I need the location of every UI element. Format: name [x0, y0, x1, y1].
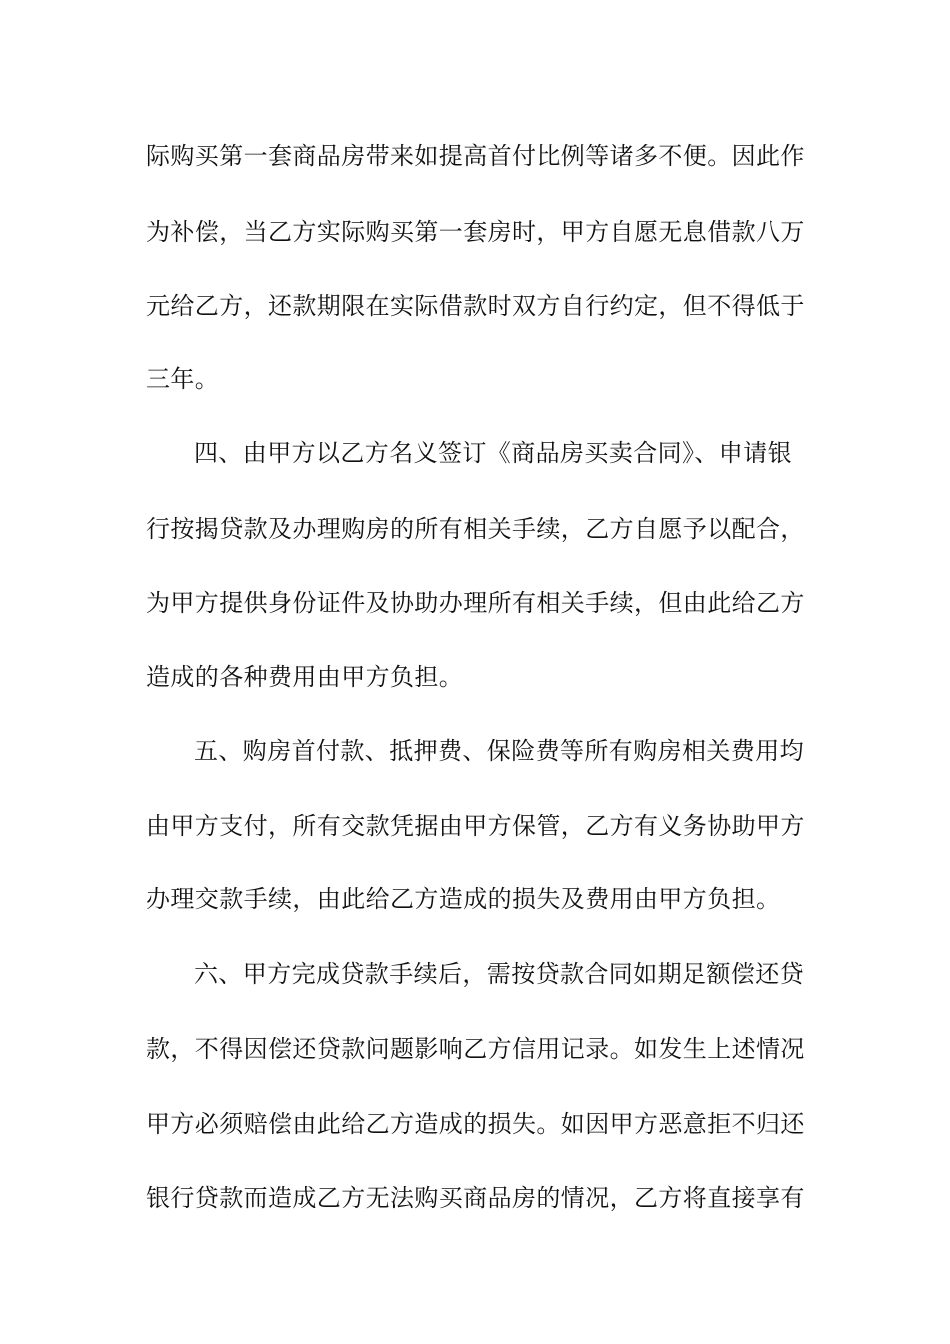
clause-6-line-1: 六、甲方完成贷款手续后，需按贷款合同如期足额偿还贷	[194, 960, 804, 988]
clause-6-line-2: 款，不得因偿还贷款问题影响乙方信用记录。如发生上述情况	[146, 1035, 805, 1063]
paragraph-3-line-1: 际购买第一套商品房带来如提高首付比例等诸多不便。因此作	[146, 142, 805, 170]
clause-6-line-3: 甲方必须赔偿由此给乙方造成的损失。如因甲方恶意拒不归还	[146, 1110, 805, 1138]
clause-6-line-4: 银行贷款而造成乙方无法购买商品房的情况，乙方将直接享有	[146, 1184, 805, 1212]
paragraph-3-line-4: 三年。	[146, 365, 220, 393]
clause-5-line-3: 办理交款手续，由此给乙方造成的损失及费用由甲方负担。	[146, 885, 781, 913]
clause-4-line-2: 行按揭贷款及办理购房的所有相关手续，乙方自愿予以配合，	[146, 515, 805, 543]
clause-4-line-3: 为甲方提供身份证件及协助办理所有相关手续，但由此给乙方	[146, 589, 805, 617]
paragraph-3-line-3: 元给乙方，还款期限在实际借款时双方自行约定，但不得低于	[146, 292, 805, 320]
clause-5-line-2: 由甲方支付，所有交款凭据由甲方保管，乙方有义务协助甲方	[146, 812, 805, 840]
clause-5-line-1: 五、购房首付款、抵押费、保险费等所有购房相关费用均	[194, 737, 804, 765]
clause-4-line-1: 四、由甲方以乙方名义签订《商品房买卖合同》、申请银	[194, 439, 792, 467]
clause-4-line-4: 造成的各种费用由甲方负担。	[146, 663, 464, 691]
paragraph-3-line-2: 为补偿，当乙方实际购买第一套房时，甲方自愿无息借款八万	[146, 218, 805, 246]
